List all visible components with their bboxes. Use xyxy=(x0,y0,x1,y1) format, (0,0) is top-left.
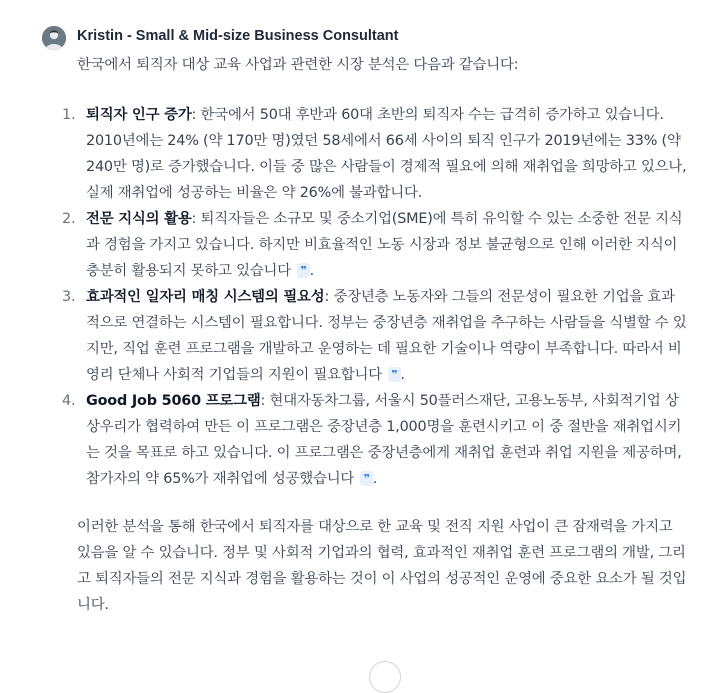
item-body: : 퇴직자들은 소규모 및 중소기업(SME)에 특히 유익할 수 있는 소중한 전문 지식과 경험을 가지고 있습니다. 하지만 비효율적인 노동 시장과 정보 불균형으로 인해 이러한 지식이 충분히 활용되지 못하고 있습니다 xyxy=(86,211,683,279)
message-content xyxy=(62,52,687,618)
item-tail: . xyxy=(372,471,378,487)
item-tail: . xyxy=(400,367,405,383)
item-title: Good Job 5060 프로그램 xyxy=(86,393,261,409)
citation-link-icon[interactable]: ❞ xyxy=(388,367,400,382)
avatar xyxy=(42,26,66,50)
item-number: 4. xyxy=(62,393,76,409)
item-title: 전문 지식의 활용 xyxy=(86,211,192,227)
author-name: Kristin - Small & Mid-size Business Consultant xyxy=(77,28,399,44)
person-avatar-icon xyxy=(42,26,66,50)
list-item xyxy=(62,388,687,492)
item-number: 1. xyxy=(62,107,76,123)
item-body: : 한국에서 50대 후반과 60대 초반의 퇴직자 수는 급격히 증가하고 있습니다. 2010년에는 24% (약 170만 명)였던 58세에서 66세 사이의 퇴직 인구가 2019년에는 33% (약 240만 명)로 증가했습니다. 이들 중 많은 사람들이 경제적 필요에 의해 재취업을 희망하고 있으나, 실제 재취업에 성공하는 비율은 약 26%에 불과합니다. xyxy=(86,107,687,201)
item-title: 효과적인 일자리 매칭 시스템의 필요성 xyxy=(86,289,325,305)
intro-text: 한국에서 퇴직자 대상 교육 사업과 관련한 시장 분석은 다음과 같습니다: xyxy=(77,57,519,73)
item-title: 퇴직자 인구 증가 xyxy=(86,107,192,123)
conclusion-text: 이러한 분석을 통해 한국에서 퇴직자를 대상으로 한 교육 및 전직 지원 사업이 큰 잠재력을 가지고 있음을 알 수 있습니다. 정부 및 사회적 기업과의 협력, 효과적인 재취업 훈련 프로그램의 개발, 그리고 퇴직자들의 전문 지식과 경험을 활용하는 것이 이 사업의 성공적인 운영에 중요한 요소가 될 것입니다. xyxy=(77,519,687,613)
item-body: : 현대자동차그룹, 서울시 50플러스재단, 고용노동부, 사회적기업 상상우리가 협력하여 만든 이 프로그램은 중장년층 1,000명을 훈련시키고 이 중 절반을 재취업시키는 것을 목표로 하고 있습니다. 이 프로그램은 중장년층에게 재취업 훈련과 취업 지원을 제공하며, 참가자의 약 65%가 재취업에 성공했습니다 xyxy=(86,393,682,487)
citation-link-icon[interactable]: ❞ xyxy=(360,471,372,486)
list-item xyxy=(62,206,687,284)
item-number: 3. xyxy=(62,289,76,305)
list-item xyxy=(62,284,687,388)
item-body: : 중장년층 노동자와 그들의 전문성이 필요한 기업을 효과적으로 연결하는 시스템이 필요합니다. 정부는 중장년층 재취업을 추구하는 사람들을 식별할 수 있지만, 직업 훈련 프로그램을 개발하고 운영하는 데 필요한 기술이나 역량이 부족합니다. 따라서 비영리 단체나 사회적 기업들의 지원이 필요합니다 xyxy=(86,289,687,383)
item-number: 2. xyxy=(62,211,76,227)
analysis-list xyxy=(62,102,687,492)
item-tail: . xyxy=(309,263,314,279)
list-item xyxy=(62,102,687,206)
citation-link-icon[interactable]: ❞ xyxy=(297,263,309,278)
scroll-down-button[interactable] xyxy=(369,661,401,693)
